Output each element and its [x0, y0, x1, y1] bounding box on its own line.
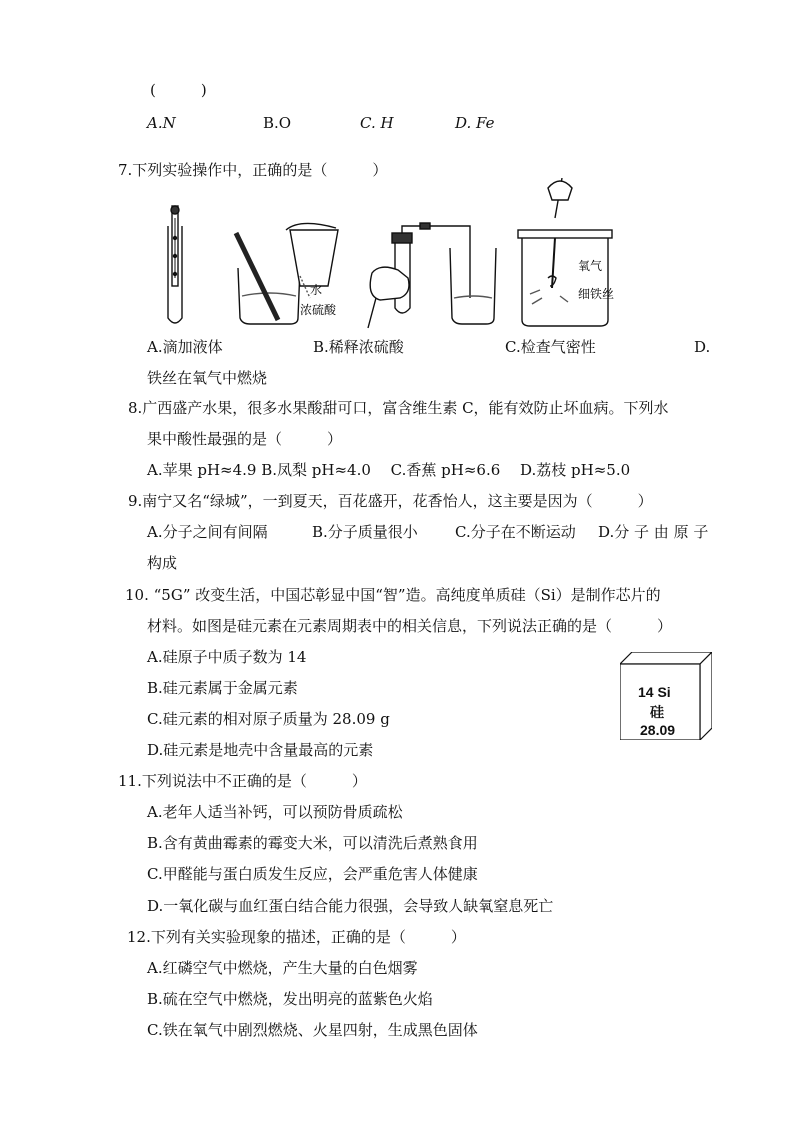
label-oxygen: 氧气 [578, 259, 603, 273]
element-number-symbol: 14 Si [638, 684, 671, 700]
q12-option-a: A.红磷空气中燃烧，产生大量的白色烟雾 [147, 959, 418, 977]
q6-option-c: C. H [360, 114, 394, 132]
q10-option-b: B.硅元素属于金属元素 [147, 679, 298, 697]
q9-option-c: C.分子在不断运动 [455, 523, 576, 541]
silicon-element-tile [620, 652, 712, 740]
label-water: 水 [310, 283, 323, 297]
q9-option-d-cont: 构成 [147, 554, 178, 572]
q12-option-b: B.硫在空气中燃烧，发出明亮的蓝紫色火焰 [147, 990, 433, 1008]
q10-line1: 10. “5G” 改变生活，中国芯彰显中国“智”造。高纯度单质硅（Si）是制作芯片的 [125, 586, 661, 604]
q8-line1: 8.广西盛产水果，很多水果酸甜可口，富含维生素 C，能有效防止坏血病。下列水 [128, 399, 669, 417]
q10-option-d: D.硅元素是地壳中含量最高的元素 [147, 741, 374, 759]
q9-option-b: B.分子质量很小 [312, 523, 418, 541]
q7-option-b: B.稀释浓硫酸 [313, 338, 404, 356]
q8-options: A.苹果 pH≈4.9 B.凤梨 pH≈4.0 C.香蕉 pH≈6.6 D.荔枝 pH≈5.0 [147, 461, 631, 479]
label-conc-acid: 浓硫酸 [300, 303, 337, 317]
dropper-test-tube-illustration [168, 206, 182, 323]
q6-option-d: D. Fe [455, 114, 495, 132]
iron-burning-illustration [518, 178, 615, 326]
q12-option-c: C.铁在氧气中剧烈燃烧、火星四射，生成黑色固体 [147, 1021, 478, 1039]
q8-line2: 果中酸性最强的是（ ） [147, 430, 343, 448]
q10-option-c: C.硅元素的相对原子质量为 28.09 g [147, 710, 390, 728]
element-mass: 28.09 [640, 722, 676, 738]
q7-stem: 7.下列实验操作中，正确的是（ ） [118, 161, 388, 179]
q10-option-a: A.硅原子中质子数为 14 [147, 648, 307, 666]
q11-option-d: D.一氧化碳与血红蛋白结合能力很强，会导致人缺氧窒息死亡 [147, 897, 554, 915]
q6-bracket: ( ) [150, 81, 207, 99]
q6-option-b: B.O [263, 114, 292, 132]
q11-option-c: C.甲醛能与蛋白质发生反应，会严重危害人体健康 [147, 865, 478, 883]
q9-option-d: D.分 子 由 原 子 [598, 523, 709, 541]
q9-stem: 9.南宁又名“绿城”，一到夏天，百花盛开，花香怡人，这主要是因为（ ） [128, 492, 653, 510]
q10-line2: 材料。如图是硅元素在元素周期表中的相关信息，下列说法正确的是（ ） [147, 617, 673, 635]
q11-option-a: A.老年人适当补钙，可以预防骨质疏松 [147, 803, 403, 821]
q7-figure [150, 178, 630, 330]
q7-option-a: A.滴加液体 [147, 338, 223, 356]
q7-option-d: D. [694, 338, 711, 356]
element-name: 硅 [650, 705, 664, 721]
q7-option-c: C.检查气密性 [505, 338, 596, 356]
q11-stem: 11.下列说法中不正确的是（ ） [118, 772, 367, 790]
label-iron-wire: 细铁丝 [578, 287, 615, 301]
airtightness-check-illustration [368, 223, 496, 328]
q11-option-b: B.含有黄曲霉素的霉变大米，可以清洗后煮熟食用 [147, 834, 478, 852]
q12-stem: 12.下列有关实验现象的描述，正确的是（ ） [127, 928, 466, 946]
q7-option-d-text: 铁丝在氧气中燃烧 [147, 369, 268, 387]
q6-option-a: A.N [147, 114, 176, 132]
q9-option-a: A.分子之间有间隔 [147, 523, 268, 541]
